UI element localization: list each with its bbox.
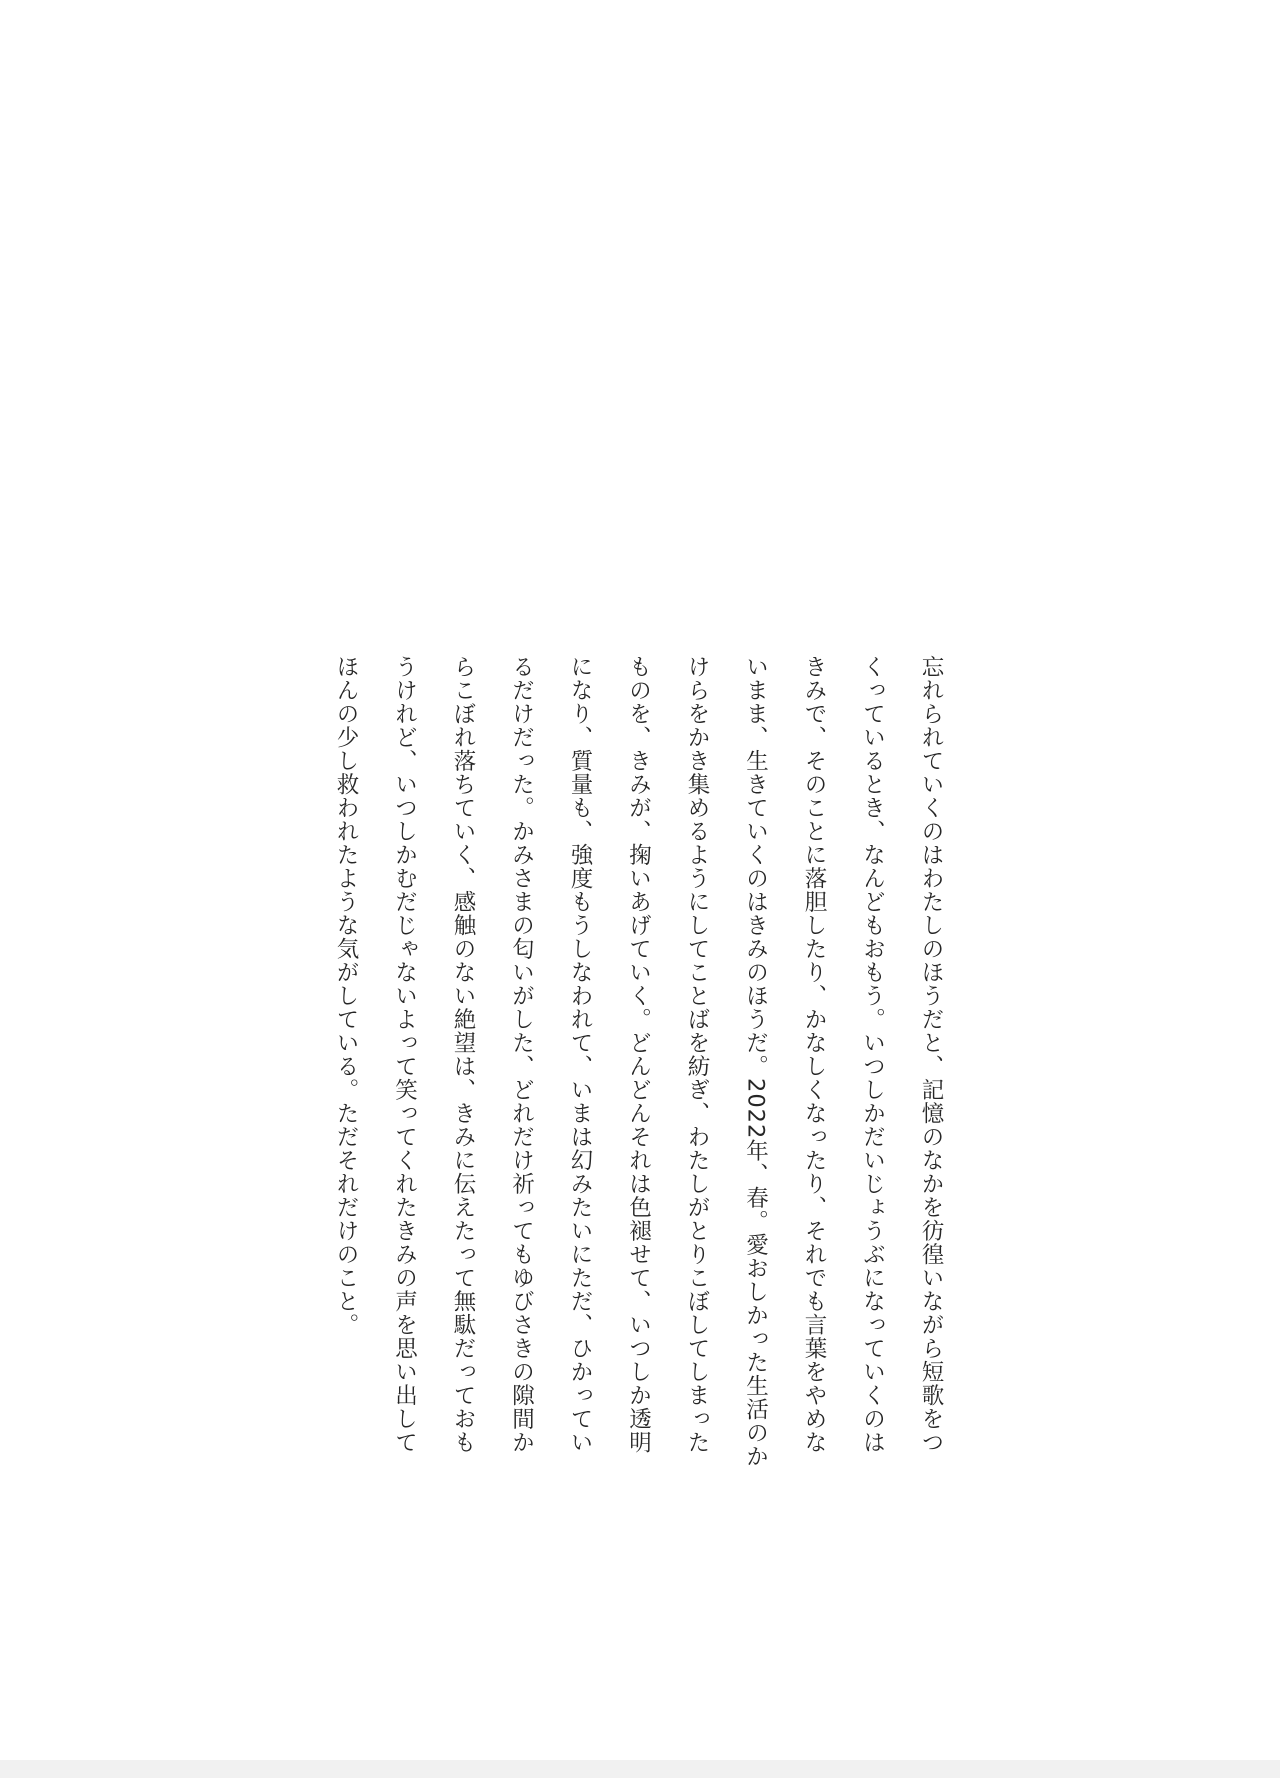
text-line-3: きみで、そのことに落胆したり、かなしくなったり、それでも言葉をやめな <box>801 655 827 1454</box>
text-line-2: くっているとき、なんどもおもう。いつしかだいじょうぶになっていくのは <box>859 655 886 1454</box>
text-line-10: うけれど、いつしかむだじゃないよって笑ってくれたきみの声を思い出して <box>391 655 418 1454</box>
text-line-7: になり、質量も、強度もうしなわれて、いまは幻みたいにただ、ひかってい <box>567 655 593 1454</box>
bottom-divider <box>0 1760 1280 1778</box>
text-line-6: ものを、きみが、掬いあげていく。どんどんそれは色褪せて、いつしか透明 <box>625 655 652 1454</box>
text-line-11: ほんの少し救われたような気がしている。ただそれだけのこと。 <box>333 655 359 1337</box>
text-line-5: けらをかき集めるようにしてことばを紡ぎ、わたしがとりこぼしてしまった <box>684 655 710 1454</box>
text-line-8: るだけだった。かみさまの匂いがした、どれだけ祈ってもゆびさきの隙間か <box>508 655 535 1454</box>
vertical-text-block <box>333 655 960 1555</box>
text-line-9: らこぼれ落ちていく、感触のない絶望は、きみに伝えたって無駄だっておも <box>450 655 476 1454</box>
text-line-4: いまま、生きていくのはきみのほうだ。2022年、春。愛おしかった生活のか <box>742 655 769 1469</box>
text-line-1: 忘れられていくのはわたしのほうだと、記憶のなかを彷徨いながら短歌をつ <box>918 655 944 1454</box>
